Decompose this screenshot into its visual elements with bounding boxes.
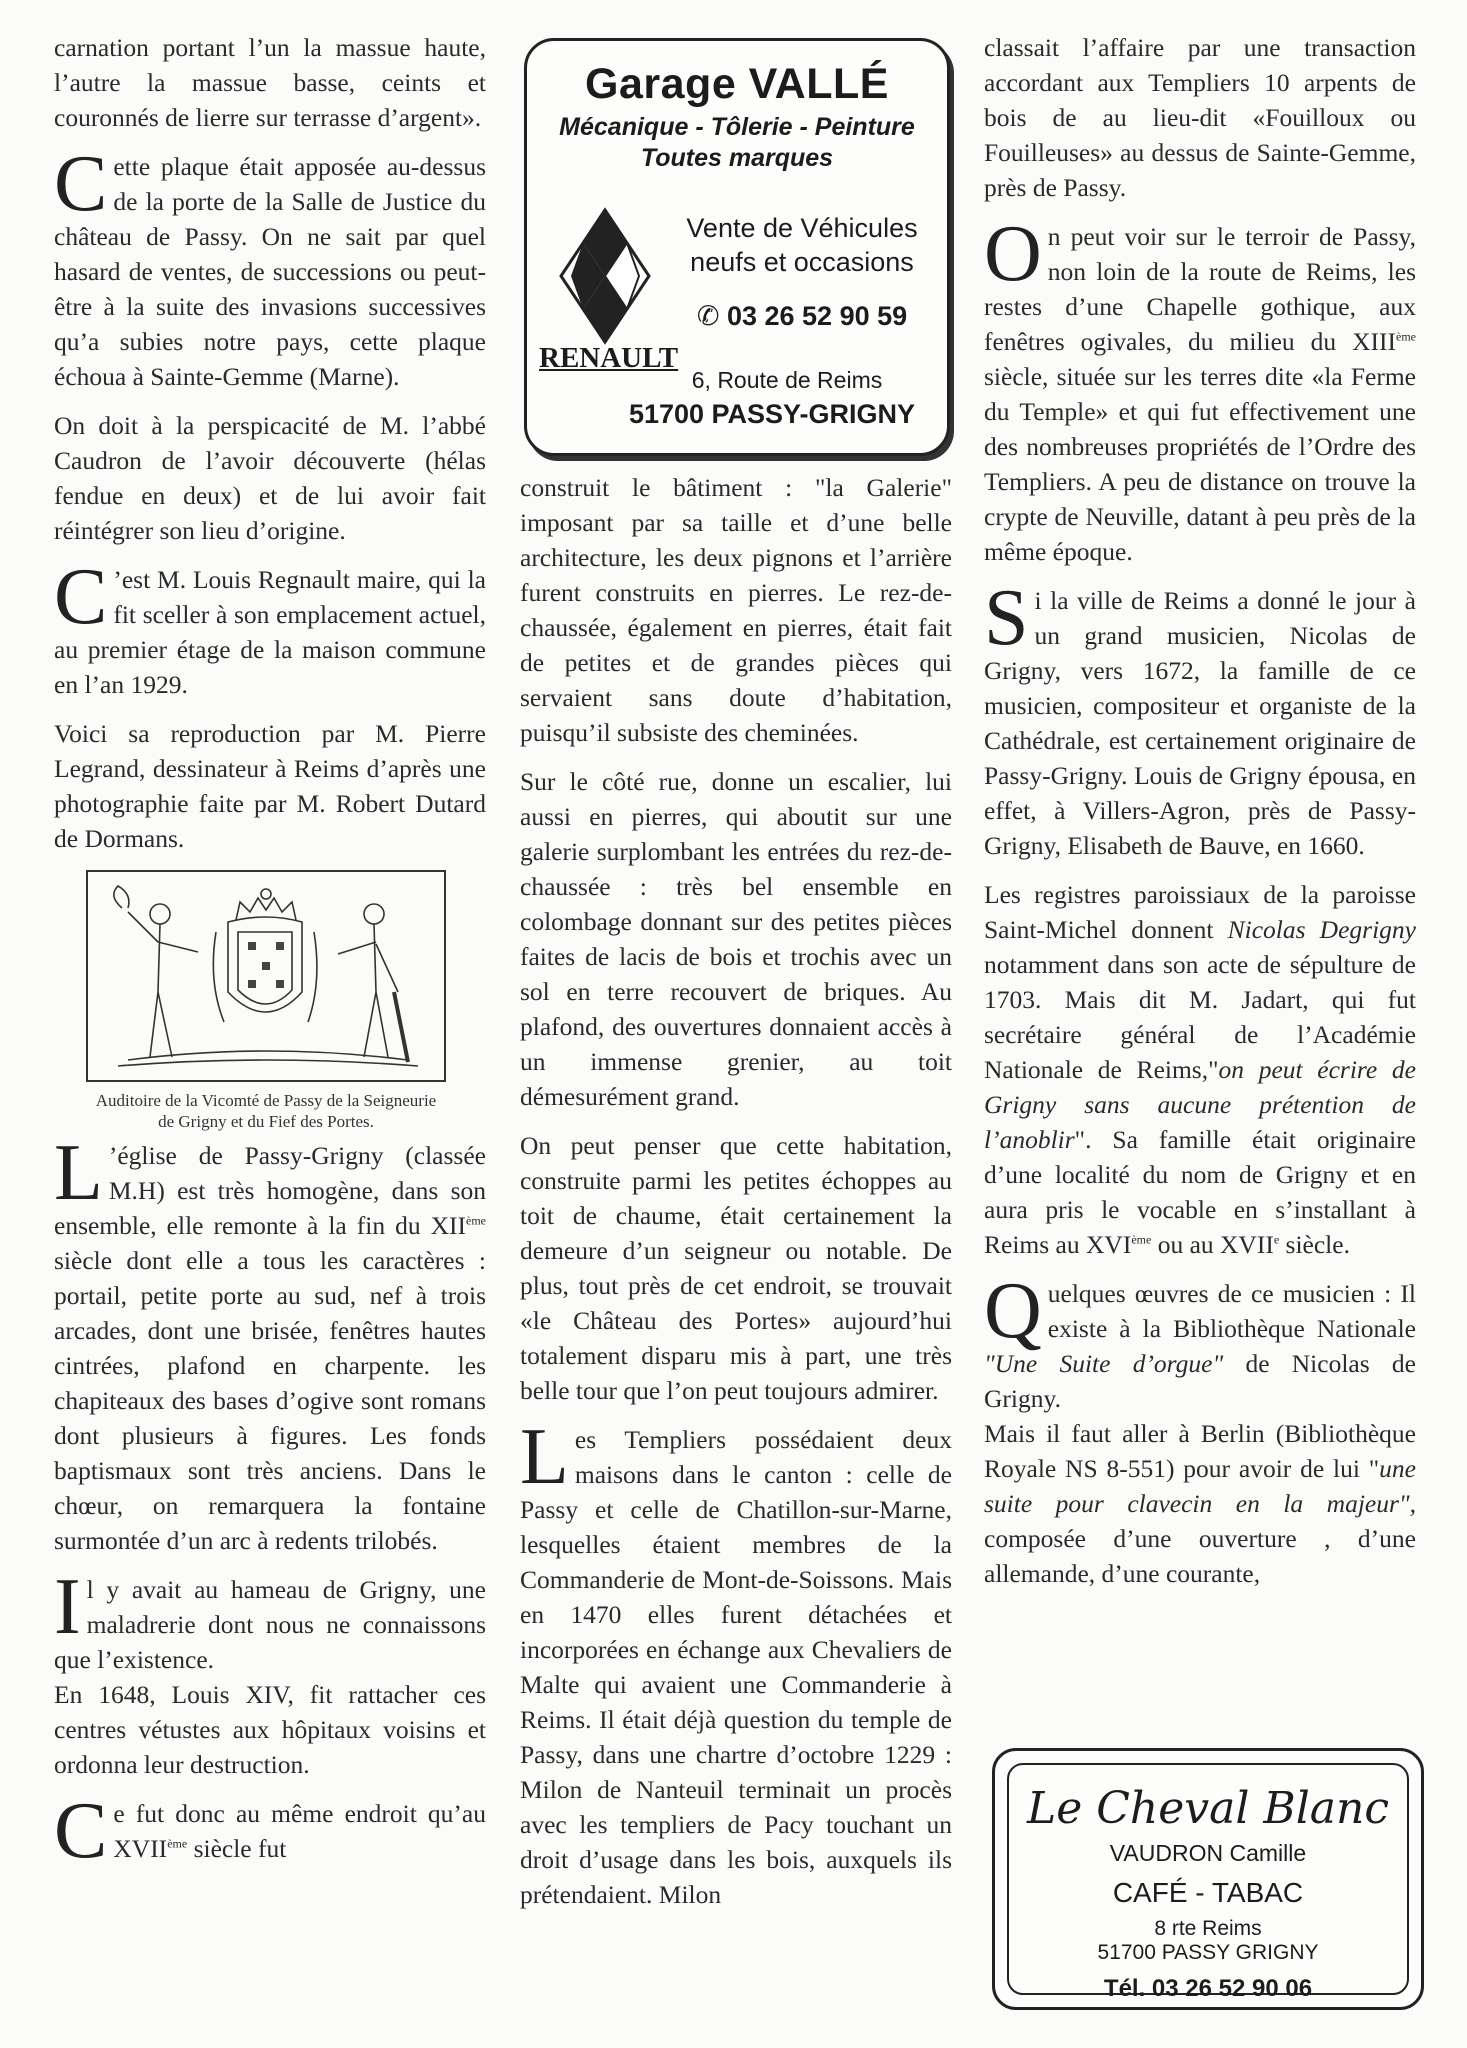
garage-sales: Vente de Véhicules neufs et occasions	[686, 213, 918, 277]
garage-address-street: 6, Route de Reims	[691, 367, 883, 393]
drop-cap: L	[54, 1129, 103, 1217]
ad-inner-border	[1007, 1763, 1409, 2002]
drop-cap: C	[54, 140, 108, 228]
paragraph: Sur le côté rue, donne un escalier, lui aussi en pierres, qui aboutit sur une galerie surplombant les entrées du rez-de-chaussée : très bel ensemble en colombage donnant sur des petites pièces faites de lacis de bois et trochis avec un sol en terre recouvert de briques. Au plafond, des ouvertures donnaient accès à un immense grenier, au toit démesurément grand.	[520, 767, 952, 1111]
drop-cap: Q	[984, 1267, 1042, 1355]
paragraph: construit le bâtiment : "la Galerie" imposant par sa taille et d’une belle architecture, les deux pignons et l’arrière furent construits en pierres. Le rez-de-chaussée, également en pierres, était fait de petites et de grandes pièces qui servaient sans doute d’habitation, puisqu’il subsiste des cheminées.	[520, 473, 952, 747]
cafe-type: CAFÉ - TABAC	[1112, 1877, 1304, 1908]
paragraph: L ’église de Passy-Grigny (classée M.H) est très homogène, dans son ensemble, elle remonte à la fin du XIIème siècle dont elle a tous les caractères : portail, petite porte au sud, nef à trois arcades, dont une brisée, fenêtres hautes cintrées, plafond en charpente. les chapiteaux des bases d’ogive sont romans dont plusieurs à figures. Les fonds baptismaux sont très anciens. Dans le chœur, on remarquera la fontaine surmontée d’un arc à redents trilobés.	[54, 1129, 486, 1555]
drop-cap: L	[520, 1413, 569, 1501]
garage-phone: ✆ 03 26 52 90 59	[696, 301, 908, 331]
garage-address-city: 51700 PASSY-GRIGNY	[628, 399, 916, 429]
garage-name: Garage VALLÉ	[585, 60, 889, 108]
paragraph: carnation portant l’un la massue haute, l’autre la massue basse, ceints et couronnés de lierre sur terrasse d’argent».	[54, 33, 486, 132]
column-1	[54, 30, 486, 1880]
paragraph: Il y avait au hameau de Grigny, une maladrerie dont nous ne connaissons que l’existence.	[54, 1563, 486, 1674]
coat-of-arms-illustration	[86, 870, 446, 1082]
paragraph: On peut penser que cette habitation, construite parmi les petites échoppes au toit de chaume, était certainement la demeure d’un seigneur ou notable. De plus, tout près de cet endroit, se trouvait «le Château des Portes» aujourd’hui totalement disparu mis à part, une très belle tour que l’on peut toujours admirer.	[520, 1131, 952, 1405]
paragraph: Ce fut donc au même endroit qu’au XVIIème siècle fut	[54, 1787, 486, 1875]
garage-valle-advertisement	[524, 38, 950, 456]
cheval-blanc-advertisement	[992, 1748, 1424, 2010]
paragraph: classait l’affaire par une transaction accordant aux Templiers 10 arpents de bois de au lieu-dit «Fouilloux ou Fouilleuses» au dessus de Sainte-Gemme, près de Passy.	[984, 33, 1416, 202]
figure-caption: Auditoire de la Vicomté de Passy de la Seigneurie de Grigny et du Fief des Portes.	[95, 1091, 437, 1131]
paragraph: Quelques œuvres de ce musicien : Il existe à la Bibliothèque Nationale "Une Suite d’orgue" de Nicolas de Grigny.	[984, 1267, 1416, 1413]
column-3	[984, 30, 1416, 1605]
paragraph: Cette plaque était apposée au-dessus de la porte de la Salle de Justice du château de Passy. On ne sait par quel hasard de ventes, de successions ou peut-être à la suite des invasions successives qu’a subies notre pays, cette plaque échoua à Sainte-Gemme (Marne).	[54, 140, 486, 391]
column-2	[520, 30, 952, 1926]
cafe-name: Le Cheval Blanc	[1026, 1783, 1390, 1834]
renault-logo-icon	[557, 206, 653, 348]
garage-services: Mécanique - Tôlerie - Peinture Toutes marques	[559, 113, 915, 172]
drop-cap: C	[54, 1787, 108, 1875]
paragraph: Les registres paroissiaux de la paroisse Saint-Michel donnent Nicolas Degrigny notamment dans son acte de sépulture de 1703. Mais dit M. Jadart, qui fut secrétaire général de l’Académie Nationale de Reims,"on peut écrire de Grigny sans aucune prétention de l’anoblir". Sa famille était originaire d’une localité du nom de Grigny et en aura pris le vocable en s’installant à Reims au XVIème ou au XVIIe siècle.	[984, 880, 1416, 1259]
cafe-phone: Tél. 03 26 52 90 06	[1103, 1975, 1313, 2002]
drop-cap: I	[54, 1563, 81, 1651]
paragraph: En 1648, Louis XIV, fit rattacher ces centres vétustes aux hôpitaux voisins et ordonna leur destruction.	[54, 1680, 486, 1779]
cafe-address: 8 rte Reims 51700 PASSY GRIGNY	[1097, 1917, 1319, 1964]
coat-of-arms-figure	[86, 870, 446, 1132]
paragraph: Mais il faut aller à Berlin (Bibliothèque Royale NS 8-551) pour avoir de lui "une suite pour clavecin en la majeur", composée d’une ouverture , d’une allemande, d’une courante,	[984, 1419, 1416, 1588]
drop-cap: C	[54, 553, 108, 641]
cafe-owner: VAUDRON Camille	[1109, 1840, 1307, 1866]
paragraph: C ’est M. Louis Regnault maire, qui la fit sceller à son emplacement actuel, au premier étage de la maison commune en l’an 1929.	[54, 553, 486, 699]
paragraph: Les Templiers possédaient deux maisons dans le canton : celle de Passy et celle de Chatillon-sur-Marne, lesquelles étaient membres de la Commanderie de Mont-de-Soissons. Mais en 1470 elles furent détachées et incorporées en échange aux Chevaliers de Malte qui avaient une Commanderie à Reims. Il était déjà question du temple de Passy, dans une chartre d’octobre 1229 : Milon de Nanteuil terminait un procès avec les templiers de Pacy touchant un droit d’usage dans les bois, auxquels ils prétendaient. Milon	[520, 1413, 952, 1909]
paragraph: On doit à la perspicacité de M. l’abbé Caudron de l’avoir découverte (hélas fendue en deux) et de lui avoir fait réintégrer son lieu d’origine.	[54, 411, 486, 545]
paragraph: Si la ville de Reims a donné le jour à un grand musicien, Nicolas de Grigny, vers 1672, la famille de ce musicien, compositeur et organiste de la Cathédrale, est certainement originaire de Passy-Grigny. Louis de Grigny épousa, en effet, à Villers-Agron, près de Passy-Grigny, Elisabeth de Bauve, en 1660.	[984, 574, 1416, 860]
paragraph: On peut voir sur le terroir de Passy, non loin de la route de Reims, les restes d’une Chapelle gothique, aux fenêtres ogivales, du milieu du XIIIème siècle, située sur les terres dite «la Ferme du Temple» et qui fut effectivement une des nombreuses propriétés de l’Ordre des Templiers. A peu de distance on trouve la crypte de Neuville, datant à peu près de la même époque.	[984, 210, 1416, 566]
coat-of-arms-drawing	[88, 872, 444, 1080]
paragraph: Voici sa reproduction par M. Pierre Legrand, dessinateur à Reims d’après une photographie faite par M. Robert Dutard de Dormans.	[54, 719, 486, 853]
drop-cap: S	[984, 574, 1029, 662]
renault-wordmark: RENAULT	[539, 342, 679, 374]
drop-cap: O	[984, 210, 1042, 298]
